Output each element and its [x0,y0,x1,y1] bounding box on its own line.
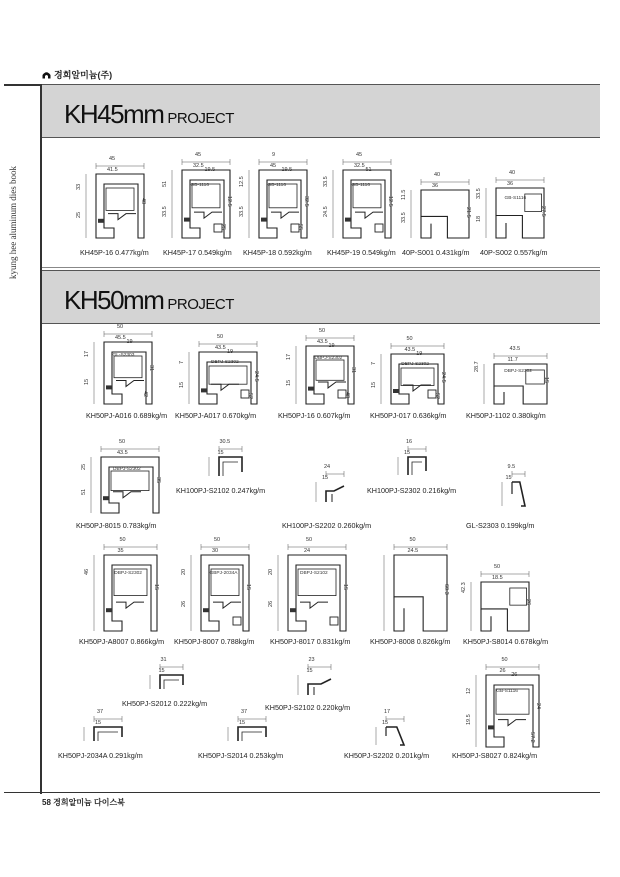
dimension-label: 45 [356,152,363,158]
profile-code: KH50PJ-A8007 [79,637,129,646]
dimension-label: 24 [304,548,311,554]
profile-caption [76,521,156,530]
dimension-label: 45 [109,156,116,162]
profile-weight: 0.253kg/m [249,751,284,760]
dimension-label: 26 [181,601,187,608]
spine-text: kyung hee aluminum dies book [8,166,18,279]
dimension-label: 17 [286,353,292,360]
profile-shape [222,715,272,745]
dimension-label: 19.5 [466,713,472,725]
profile-code: KH50PJ-017 [370,411,411,420]
dimension-label: 24 [535,702,541,709]
dimension-label: 31 [148,365,154,372]
dimension-label: 15 [153,584,159,591]
profile-weight: 0.380kg/m [512,411,546,420]
profile-shape [272,543,352,635]
profile-weight: 0.431kg/m [435,248,470,257]
dimension-label: 19 [328,343,335,349]
dimension-label: 57.2 [529,731,535,743]
dimension-label: 50 [406,336,413,342]
gasket-label: GB-S1116 [496,689,518,695]
profile-shape [78,715,128,745]
dimension-label: 15 [404,450,411,456]
dimension-label: 43.5 [317,339,328,345]
profile-caption [370,637,450,646]
profile-caption [122,699,207,708]
profile-caption [402,248,470,257]
dimension-label: 15 [505,475,512,481]
profile-caption [278,411,350,420]
profile-weight: 0.636kg/m [412,411,447,420]
dimension-label: 15 [179,381,185,388]
section-title-kh50: KH50mm PROJECT [64,285,234,315]
dimension-label: 15 [84,378,90,385]
dimension-label: 26 [499,668,506,674]
dimension-label: 50 [117,324,124,330]
profile-caption [198,751,283,760]
profile-drawing-kh50pj-8007 [181,537,255,635]
profile-code: KH50PJ-8015 [76,521,121,530]
profile-drawing-kh100pj-s2302 [392,439,432,479]
dimension-label: 20 [268,569,274,576]
gasket-label: DBPJ-S2302 [211,360,239,366]
dimension-label: 32.5 [354,163,365,169]
dimension-label: 16 [406,439,413,445]
dimension-label: 15 [306,668,313,674]
dimension-label: 33 [76,183,82,190]
dimension-label: 17 [384,709,391,715]
profile-caption [176,486,265,495]
dimension-label: 50 [119,537,126,543]
profile-drawing-40p-s002 [476,170,550,242]
dimension-label: 26 [511,672,518,678]
profile-shape [292,663,337,699]
profile-drawing-kh100pj-s2202 [310,464,350,506]
profile-drawing-kh50pj-017 [371,336,450,408]
dimension-label: 25 [81,464,87,471]
dimension-label: 37 [241,709,248,715]
brand [42,68,112,81]
dimension-label: 45.5 [115,335,126,341]
dimension-label: 18.5 [492,575,503,581]
profile-weight: 0.291kg/m [109,751,143,760]
dimension-label: 7 [179,360,185,364]
profile-drawing-kh50pj-a8007 [84,537,163,635]
profile-code: KH45P-18 [243,248,277,257]
profile-weight: 0.607kg/m [316,411,351,420]
dimension-label: 35 [117,548,124,554]
profile-weight: 0.831kg/m [316,637,351,646]
gasket-label: DBPJ-S2302 [401,361,429,367]
gasket-label: GB-1116 [267,183,286,189]
page-number: 58 [42,798,51,807]
profile-weight: 0.260kg/m [337,521,372,530]
footer-title: 경희알미늄 다이스북 [53,798,125,807]
profile-drawing-40p-s001 [401,172,475,242]
dimension-label: 9.5 [507,464,516,470]
profile-code: KH50PJ-S2202 [344,751,394,760]
section-divider [42,267,600,268]
dimension-label: 30 [212,548,219,554]
dimension-label: 46 [84,569,90,576]
dimension-label: 19 [126,339,133,345]
dimension-label: 19.5 [204,167,216,173]
spine [0,84,42,794]
dimension-label: 15 [286,379,292,386]
dimension-label: 50 [119,439,126,445]
dimension-label: 12.5 [387,195,393,207]
profile-drawing-kh50pj-a016 [84,324,158,408]
profile-drawing-kh50pj-8015 [81,439,165,517]
profile-code: KH50PJ-S8014 [463,637,513,646]
dimension-label: 36 [432,183,439,189]
profile-weight: 0.824kg/m [503,751,538,760]
profile-shape [88,543,163,635]
profile-code: KH50PJ-1102 [466,411,511,420]
profile-caption [344,751,429,760]
profile-caption [174,637,254,646]
dimension-label: 15 [382,720,389,726]
profile-code: KH50PJ-S8027 [452,751,502,760]
profile-caption [265,703,350,712]
profile-weight: 0.783kg/m [122,521,157,530]
section-band-kh50 [42,270,600,324]
profile-drawing-kh50pj-s8014 [461,564,535,635]
dimension-label: 42 [142,390,148,397]
footer-rule [4,792,600,793]
profile-shape [310,470,350,506]
dimension-label: 52 [247,393,253,400]
gasket-label: GBPJ-2034A [209,570,238,576]
dimension-label: 11.7 [507,357,518,363]
dimension-label: 33.5 [476,188,482,200]
dimension-label: 15 [543,377,549,384]
profile-weight: 0.670kg/m [222,411,257,420]
dimension-label: 24.5 [323,206,329,217]
gasket-label: GB-1116 [351,183,370,189]
gasket-label: GL-S2303 [112,353,135,359]
profile-drawing-kh45p-18 [239,152,313,242]
dimension-label: 27.5 [540,205,546,217]
dimension-label: 37 [97,709,104,715]
dimension-label: 15 [239,720,246,726]
profile-code: KH100PJ-S2302 [367,486,421,495]
dimension-label: 26 [268,601,274,608]
profile-drawing-kh50pj-16 [286,328,360,408]
dimension-label: 50 [306,537,313,543]
profile-shape [392,445,432,479]
profile-weight: 0.477kg/m [115,248,149,257]
dimension-label: 9 [272,152,276,158]
dimension-label: 50 [501,657,508,663]
dimension-label: 18 [476,216,482,223]
profile-drawing-kh50pj-8008 [378,537,453,635]
dimension-label: 30.5 [219,439,231,445]
dimension-label: 12.5 [226,195,232,207]
dimension-label: 55 [297,223,303,230]
dimension-label: 32.5 [303,195,309,207]
dimension-label: 15 [95,720,102,726]
dimension-label: 50 [494,564,501,570]
dimension-label: 15 [158,668,165,674]
profile-weight: 0.247kg/m [231,486,266,495]
profile-caption [58,751,143,760]
profile-code: GL-S2303 [466,521,499,530]
dimension-label: 32.5 [193,163,204,169]
dimension-label: 19 [416,351,423,357]
dimension-label: 33.5 [401,212,407,223]
profile-drawing-kh50pj-8017 [268,537,352,635]
profile-code: KH50PJ-8017 [270,637,315,646]
profile-caption [370,411,446,420]
profile-weight: 0.689kg/m [133,411,168,420]
dimension-label: 33.5 [239,206,245,217]
dimension-label: 60.3 [443,584,449,596]
profile-code: 40P-S002 [480,248,512,257]
profile-caption [243,248,312,257]
dimension-label: 15 [322,475,329,481]
section-title-kh45: KH45mm PROJECT [64,99,234,129]
profile-weight: 0.549kg/m [198,248,232,257]
gasket-label: DBPJ-S2102 [300,570,328,576]
profile-caption [270,637,350,646]
dimension-label: 19 [227,349,234,355]
dimension-label: 15 [217,450,224,456]
profile-code: KH100PJ-S2202 [282,521,336,530]
dimension-label: 15 [245,584,251,591]
profile-caption [367,486,456,495]
dimension-label: 28.7 [474,360,480,372]
dimension-label: 11.5 [401,190,407,201]
dimension-label: 51 [365,167,372,173]
profile-caption [86,411,167,420]
dimension-label: 51 [162,181,168,188]
profile-drawing-kh50pj-s8027 [466,657,545,751]
profile-weight: 0.826kg/m [416,637,451,646]
dimension-label: 40 [344,391,350,398]
profile-caption [466,521,534,530]
profile-drawing-kh45p-17 [162,152,236,242]
profile-weight: 0.549kg/m [362,248,396,257]
profile-caption [79,637,164,646]
dimension-label: 26 [525,599,531,606]
profile-weight: 0.216kg/m [422,486,457,495]
profile-weight: 0.788kg/m [220,637,255,646]
profile-weight: 0.220kg/m [316,703,351,712]
dimension-label: 25 [220,223,226,230]
dimension-label: 43.5 [404,347,416,353]
dimension-label: 12 [466,687,472,694]
profile-code: KH50PJ-2034A [58,751,108,760]
gasket-label: GB-1116 [190,183,209,189]
dimension-label: 36 [507,181,514,187]
gasket-label: DBPJ-S2302 [504,368,532,374]
dimension-label: 24.5 [407,548,419,554]
dimension-label: 45 [270,163,277,169]
dimension-label: 24.5 [253,370,259,382]
profile-caption [466,411,546,420]
profile-drawing-kh50pj-s2202 [370,709,410,749]
profile-drawing-kh50pj-a017 [179,334,263,408]
profile-code: KH50PJ-16 [278,411,315,420]
dimension-label: 50 [409,537,416,543]
profile-caption [463,637,548,646]
profile-code: KH50PJ-S2012 [122,699,172,708]
dimension-label: 50 [319,328,326,334]
brand-logo-icon [42,71,51,79]
profile-drawing-kh50pj-s2014 [222,709,272,745]
profile-caption [327,248,396,257]
profile-code: KH100PJ-S2102 [176,486,230,495]
dimension-label: 24.5 [440,371,446,383]
dimension-label: 43.5 [117,450,128,456]
dimension-label: 15 [342,584,348,591]
profile-drawing-kh50pj-s2102 [292,657,337,699]
dimension-label: 7 [371,362,377,366]
dimension-label: 21.5 [465,206,471,218]
profile-code: KH45P-19 [327,248,361,257]
profile-code: KH50PJ-S2014 [198,751,248,760]
dimension-label: 35 [155,477,161,484]
profile-shape [370,715,410,749]
profile-weight: 0.201kg/m [395,751,430,760]
profile-caption [80,248,149,257]
dimension-label: 42.3 [461,582,467,593]
profile-weight: 0.222kg/m [173,699,208,708]
profile-drawing-kh50pj-2034a [78,709,128,745]
profile-weight: 0.199kg/m [500,521,535,530]
profile-code: 40P-S001 [402,248,434,257]
profile-code: KH50PJ-S2102 [265,703,315,712]
gasket-label: GB-S1116 [504,195,527,201]
dimension-label: 43.5 [509,346,521,352]
section-band-kh45 [42,84,600,138]
dimension-label: 20 [181,569,187,576]
profile-drawing-kh50pj-s2012 [144,657,189,693]
profile-code: KH45P-16 [80,248,114,257]
profile-weight: 0.592kg/m [278,248,312,257]
dimension-label: 40 [434,172,441,178]
dimension-label: 31 [350,367,356,374]
profile-caption [452,751,537,760]
profile-drawing-kh100pj-s2102 [203,439,248,480]
profile-caption [282,521,371,530]
profile-weight: 0.866kg/m [130,637,165,646]
profile-shape [144,663,189,693]
profile-shape [378,543,453,635]
profile-caption [163,248,232,257]
profile-drawing-gl-s2303 [496,464,531,510]
gasket-label: DBPJ-S2302 [114,570,142,576]
profile-shape [203,445,248,480]
dimension-label: 23 [308,657,315,663]
profile-caption [175,411,256,420]
profile-weight: 0.557kg/m [513,248,548,257]
dimension-label: 48 [140,198,146,205]
profile-code: KH50PJ-A017 [175,411,221,420]
dimension-label: 25 [76,211,82,218]
profile-drawing-kh45p-19 [323,152,397,242]
dimension-label: 52 [434,393,440,400]
dimension-label: 50 [214,537,221,543]
gasket-label: DBPJ-S2302 [113,466,141,472]
dimension-label: 51 [81,489,87,496]
dimension-label: 45 [195,152,202,158]
dimension-label: 40 [509,170,516,176]
dimension-label: 17 [84,351,90,358]
profile-code: KH50PJ-A016 [86,411,132,420]
gasket-label: DBPJ-S2302 [314,356,343,362]
dimension-label: 31 [160,657,167,663]
profile-code: KH50PJ-8007 [174,637,219,646]
profile-shape [496,470,531,510]
footer [42,797,125,808]
dimension-label: 33.5 [323,176,329,188]
dimension-label: 12.5 [239,176,245,188]
dimension-label: 19.5 [281,167,293,173]
profile-code: KH45P-17 [163,248,197,257]
dimension-label: 50 [217,334,224,340]
profile-drawing-kh50pj-1102 [474,346,553,408]
dimension-label: 33.5 [162,206,168,217]
spine-rule [40,84,42,794]
dimension-label: 24 [324,464,331,470]
brand-name: 경희알미늄(주) [54,70,113,80]
dimension-label: 15 [371,382,377,389]
profile-code: KH50PJ-8008 [370,637,415,646]
profile-drawing-kh45p-16 [76,156,150,242]
profile-caption [480,248,548,257]
dimension-label: 43.5 [215,345,226,351]
profile-weight: 0.678kg/m [514,637,549,646]
dimension-label: 41.5 [107,167,118,173]
